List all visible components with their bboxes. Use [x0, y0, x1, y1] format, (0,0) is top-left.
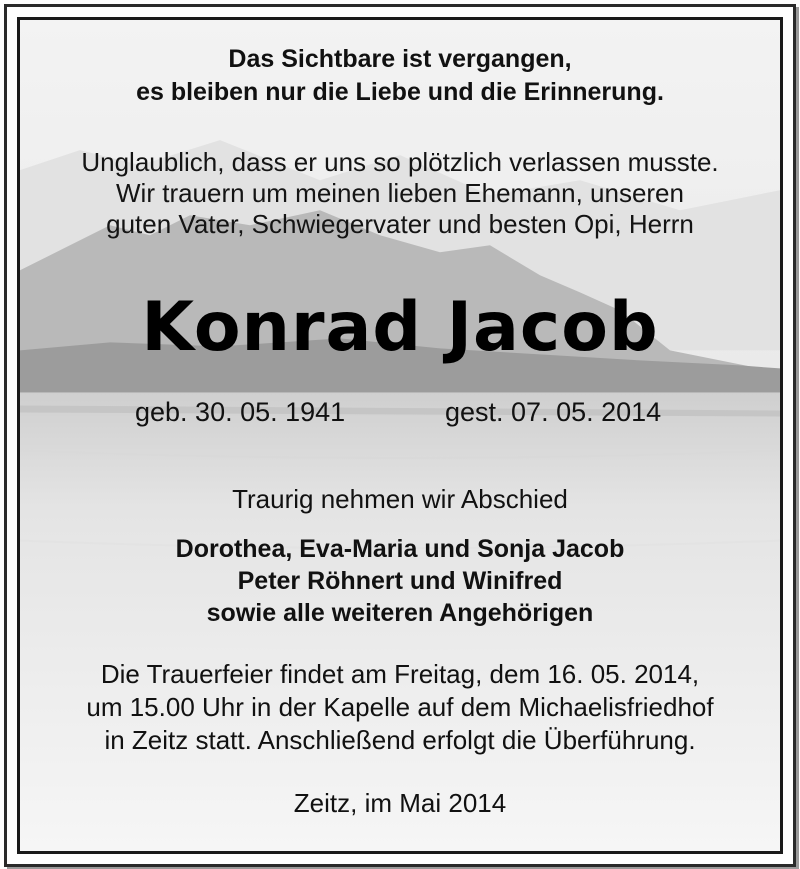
mourners-line-3: sowie alle weiteren Angehörigen — [206, 599, 594, 627]
motto-line-2: es bleiben nur die Liebe und die Erinnerung. — [136, 78, 664, 106]
place-and-date: Zeitz, im Mai 2014 — [293, 788, 507, 818]
intro-line-2: Wir trauern um meinen lieben Ehemann, unseren — [116, 178, 684, 208]
funeral-line-1: Die Trauerfeier findet am Freitag, dem 16. 05. 2014, — [100, 659, 700, 689]
notice-panel — [17, 17, 783, 854]
intro-line-1: Unglaublich, dass er uns so plötzlich verlassen musste. — [81, 147, 719, 177]
death-date: gest. 07. 05. 2014 — [445, 397, 662, 427]
mourners-line-1: Dorothea, Eva-Maria und Sonja Jacob — [175, 535, 625, 563]
farewell-line: Traurig nehmen wir Abschied — [232, 484, 568, 514]
mourners-line-2: Peter Röhnert und Winifred — [237, 567, 563, 595]
funeral-line-2: um 15.00 Uhr in der Kapelle auf dem Michaelisfriedhof — [86, 692, 714, 722]
outer-frame — [4, 4, 796, 867]
funeral-line-3: in Zeitz statt. Anschließend erfolgt die Überführung. — [104, 725, 696, 755]
notice-text — [20, 20, 780, 851]
birth-date: geb. 30. 05. 1941 — [135, 397, 346, 427]
deceased-name: Konrad Jacob — [141, 288, 659, 367]
motto-line-1: Das Sichtbare ist vergangen, — [228, 45, 572, 73]
intro-line-3: guten Vater, Schwiegervater und besten Opi, Herrn — [106, 209, 694, 239]
